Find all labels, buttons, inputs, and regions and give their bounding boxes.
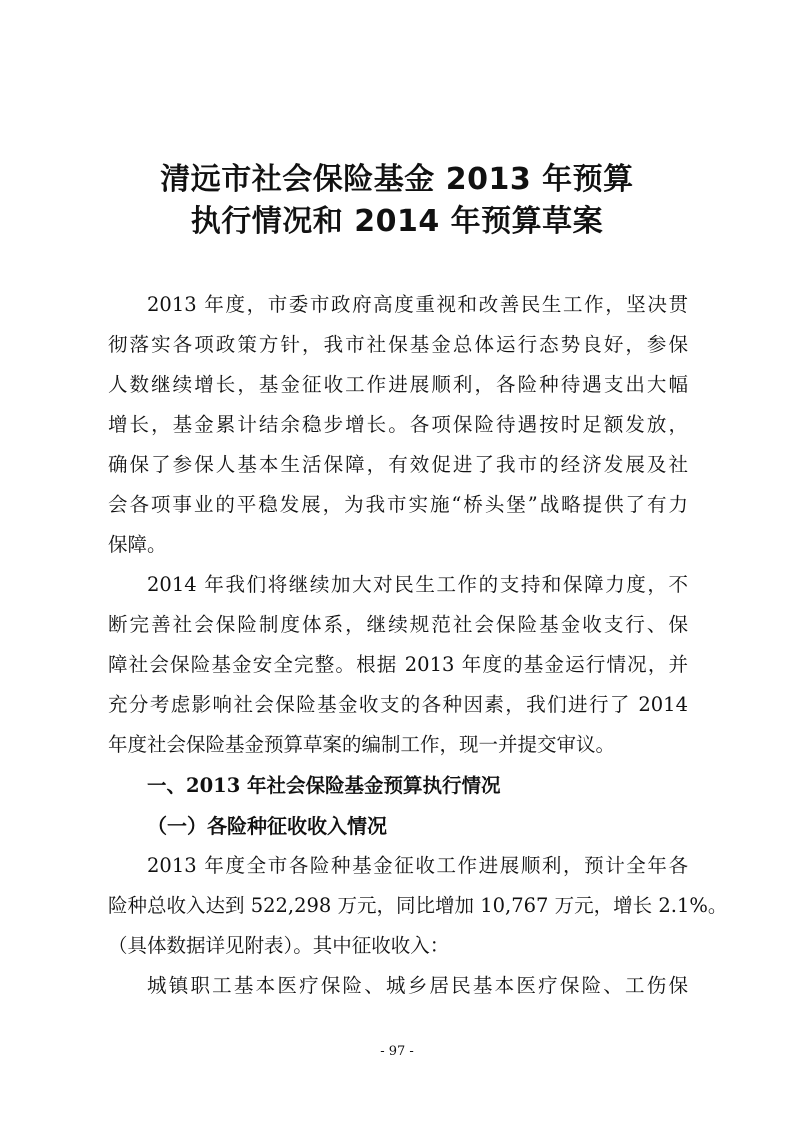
paragraph-line: 断完善社会保险制度体系，继续规范社会保险基金收支行、保: [108, 613, 688, 636]
paragraph-line: 充分考虑影响社会保险基金收支的各种因素，我们进行了 2014: [108, 693, 688, 716]
section-heading: 一、2013 年社会保险基金预算执行情况: [147, 774, 501, 797]
paragraph-line: 年度社会保险基金预算草案的编制工作，现一并提交审议。: [108, 733, 616, 756]
paragraph-line: 2014 年我们将继续加大对民生工作的支持和保障力度，不: [147, 573, 688, 596]
paragraph-line: 险种总收入达到 522,298 万元，同比增加 10,767 万元，增长 2.1%。: [108, 894, 728, 917]
paragraph-line: 彻落实各项政策方针，我市社保基金总体运行态势良好，参保: [108, 333, 688, 356]
paragraph-line: 城镇职工基本医疗保险、城乡居民基本医疗保险、工伤保: [147, 974, 688, 997]
paragraph-line: 人数继续增长，基金征收工作进展顺利，各险种待遇支出大幅: [108, 373, 688, 396]
paragraph-line: 保障。: [108, 533, 167, 556]
paragraph-line: 确保了参保人基本生活保障，有效促进了我市的经济发展及社: [108, 453, 688, 476]
document-title-line-2: 执行情况和 2014 年预算草案: [190, 204, 604, 239]
paragraph-line: 会各项事业的平稳发展，为我市实施“桥头堡”战略提供了有力: [108, 493, 688, 516]
paragraph-line: 增长，基金累计结余稳步增长。各项保险待遇按时足额发放，: [108, 413, 688, 436]
paragraph-line: 2013 年度全市各险种基金征收工作进展顺利，预计全年各: [147, 854, 688, 877]
page-number: - 97 -: [380, 1044, 414, 1059]
document-title-line-1: 清远市社会保险基金 2013 年预算: [160, 162, 634, 197]
paragraph-line: （具体数据详见附表）。其中征收收入：: [108, 934, 450, 957]
subsection-heading: （一）各险种征收收入情况: [147, 814, 387, 838]
paragraph-line: 障社会保险基金安全完整。根据 2013 年度的基金运行情况，并: [108, 653, 688, 676]
paragraph-line: 2013 年度，市委市政府高度重视和改善民生工作，坚决贯: [147, 293, 688, 316]
